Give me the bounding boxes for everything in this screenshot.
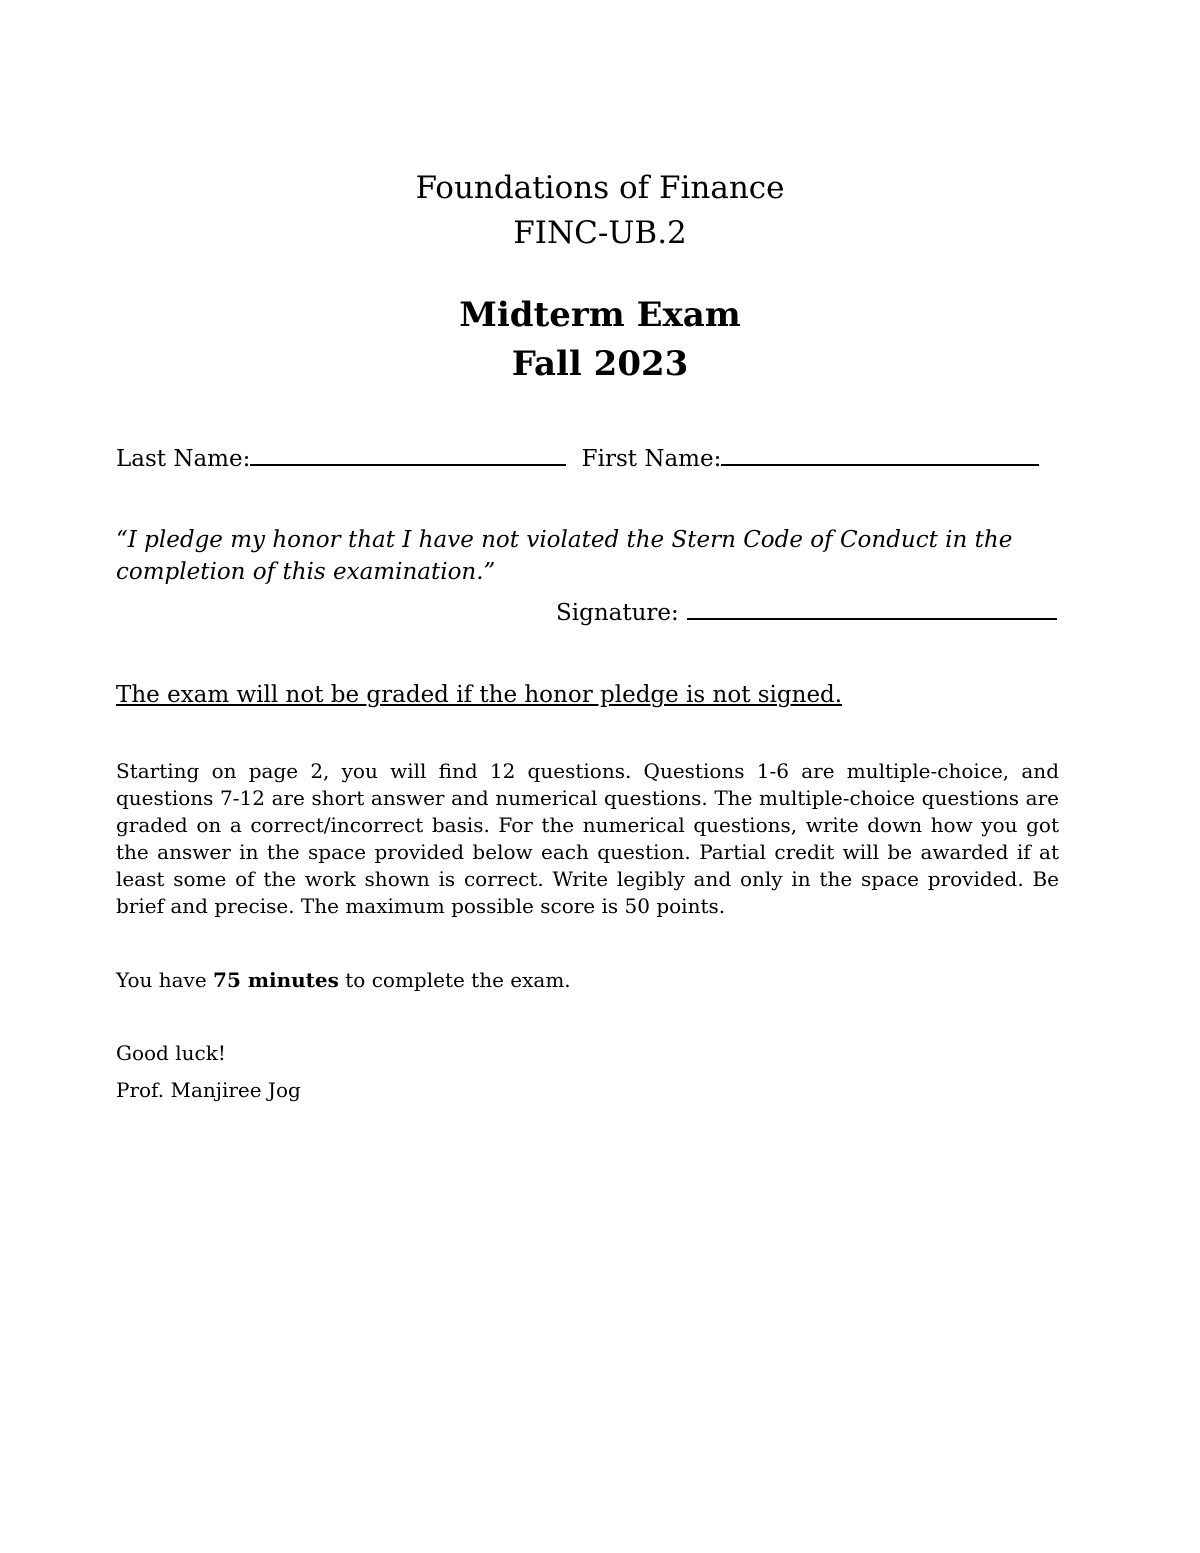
time-duration: 75 minutes (213, 968, 339, 992)
course-title: Foundations of Finance (415, 170, 785, 206)
signature-label: Signature: (556, 600, 679, 626)
honor-pledge: “I pledge my honor that I have not violated the Stern Code of Conduct in the completion of this examination.” (116, 527, 1013, 585)
professor-name: Prof. Manjiree Jog (116, 1078, 301, 1102)
signature-row (556, 596, 1061, 630)
last-name-blank[interactable] (250, 442, 566, 466)
last-name-label: Last Name: (116, 446, 251, 472)
good-luck: Good luck! (116, 1041, 226, 1065)
exam-term: Fall 2023 (511, 344, 689, 384)
course-code: FINC-UB.2 (513, 215, 687, 251)
time-suffix: to complete the exam. (338, 968, 571, 992)
first-name-blank[interactable] (721, 442, 1039, 466)
first-name-label: First Name: (581, 446, 722, 472)
pledge-warning: The exam will not be graded if the honor pledge is not signed. (116, 682, 843, 708)
exam-instructions: Starting on page 2, you will find 12 questions. Questions 1-6 are multiple-choice, and questions 7-12 are short answer and numerical questions. The multiple-choice questions are graded on a correct/incorrect basis. For the numerical questions, write down how you got the answer in the space provided below each question. Partial credit will be awarded if at least some of the work shown is correct. Write legibly and only in the space provided. Be brief and precise. The maximum possible score is 50 points. (116, 759, 1059, 918)
time-limit (116, 966, 1061, 994)
name-fields-row (116, 442, 1056, 476)
exam-title: Midterm Exam (459, 295, 741, 335)
signature-blank[interactable] (687, 596, 1057, 620)
time-prefix: You have (116, 968, 214, 992)
